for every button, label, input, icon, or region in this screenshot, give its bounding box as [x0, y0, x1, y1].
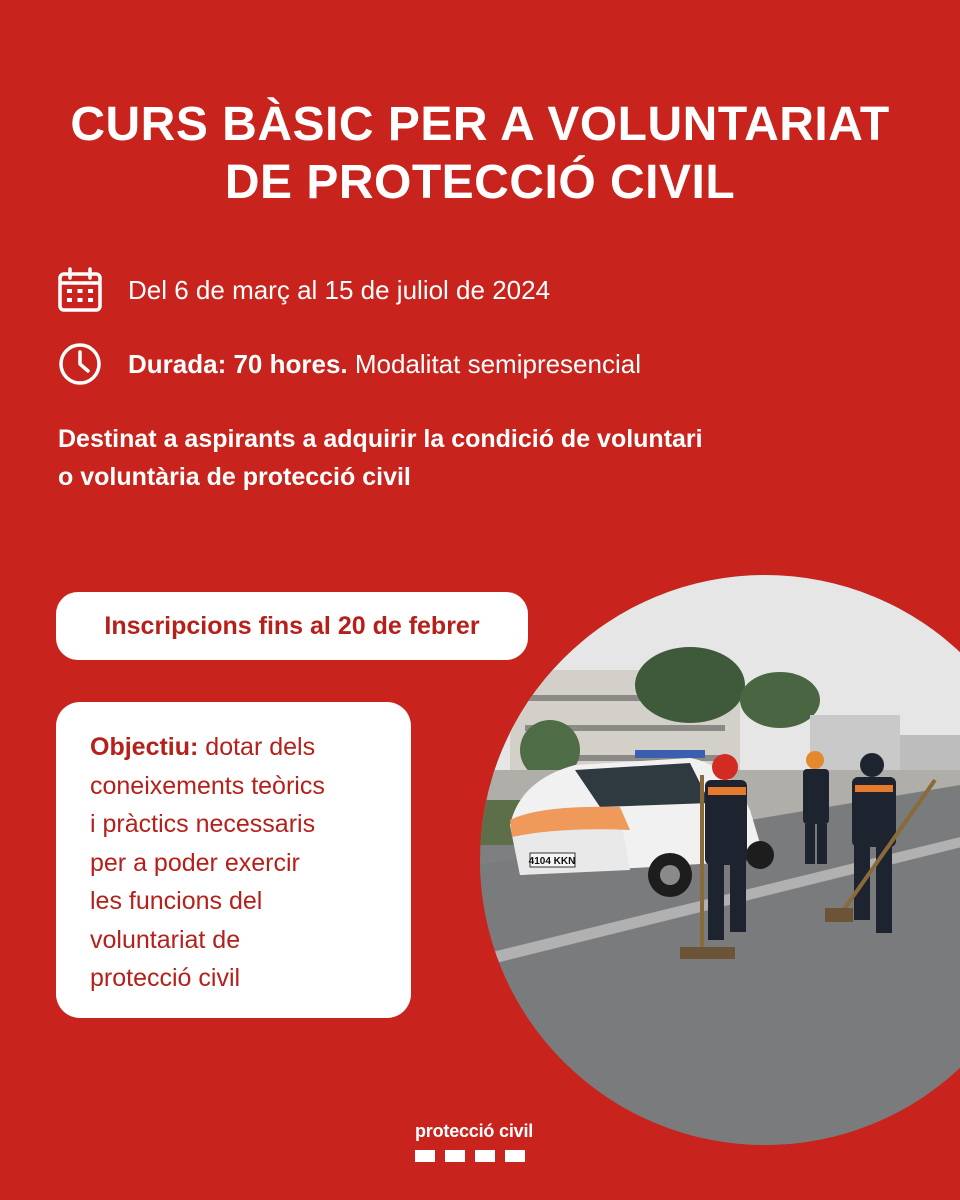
duration-mode: Modalitat semipresencial	[347, 348, 641, 379]
objective-line-1	[90, 728, 391, 767]
registration-deadline: Inscripcions fins al 20 de febrer	[56, 592, 528, 660]
volunteers-photo	[480, 575, 960, 1145]
photo-scene	[480, 575, 960, 1145]
objective-card	[56, 702, 411, 1018]
objective-label: Objectiu:	[90, 733, 199, 761]
title-line-1: CURS BÀSIC PER A VOLUNTARIAT	[70, 98, 890, 151]
calendar-icon	[56, 266, 104, 314]
target-line-1: Destinat a aspirants a adquirir la condició de voluntari	[58, 425, 703, 453]
duration-text	[128, 349, 641, 380]
objective-line-3: i pràctics necessaris	[90, 810, 316, 838]
objective-line-2: coneixements teòrics	[90, 771, 325, 800]
logo-squares	[415, 1150, 555, 1162]
duration-row	[56, 340, 641, 388]
objective-line-4: per a poder exercir	[90, 848, 300, 877]
dates-text: Del 6 de març al 15 de juliol de 2024	[128, 274, 551, 305]
page-title	[40, 96, 920, 212]
objective-first: dotar dels	[198, 733, 316, 761]
duration-bold: Durada: 70 hores.	[128, 348, 348, 379]
logo-text: protecció civil	[415, 1121, 534, 1141]
target-audience	[58, 420, 878, 496]
target-line-2: o voluntària de protecció civil	[58, 463, 411, 491]
title-line-2: DE PROTECCIÓ CIVIL	[224, 156, 736, 209]
objective-line-7: protecció civil	[90, 964, 241, 992]
objective-line-6: voluntariat de	[90, 925, 241, 954]
license-plate: 4104 KKN	[528, 856, 576, 867]
objective-line-5: les funcions del	[90, 887, 263, 915]
clock-icon	[56, 340, 104, 388]
dates-row	[56, 266, 550, 314]
proteccio-civil-logo	[415, 1121, 555, 1162]
